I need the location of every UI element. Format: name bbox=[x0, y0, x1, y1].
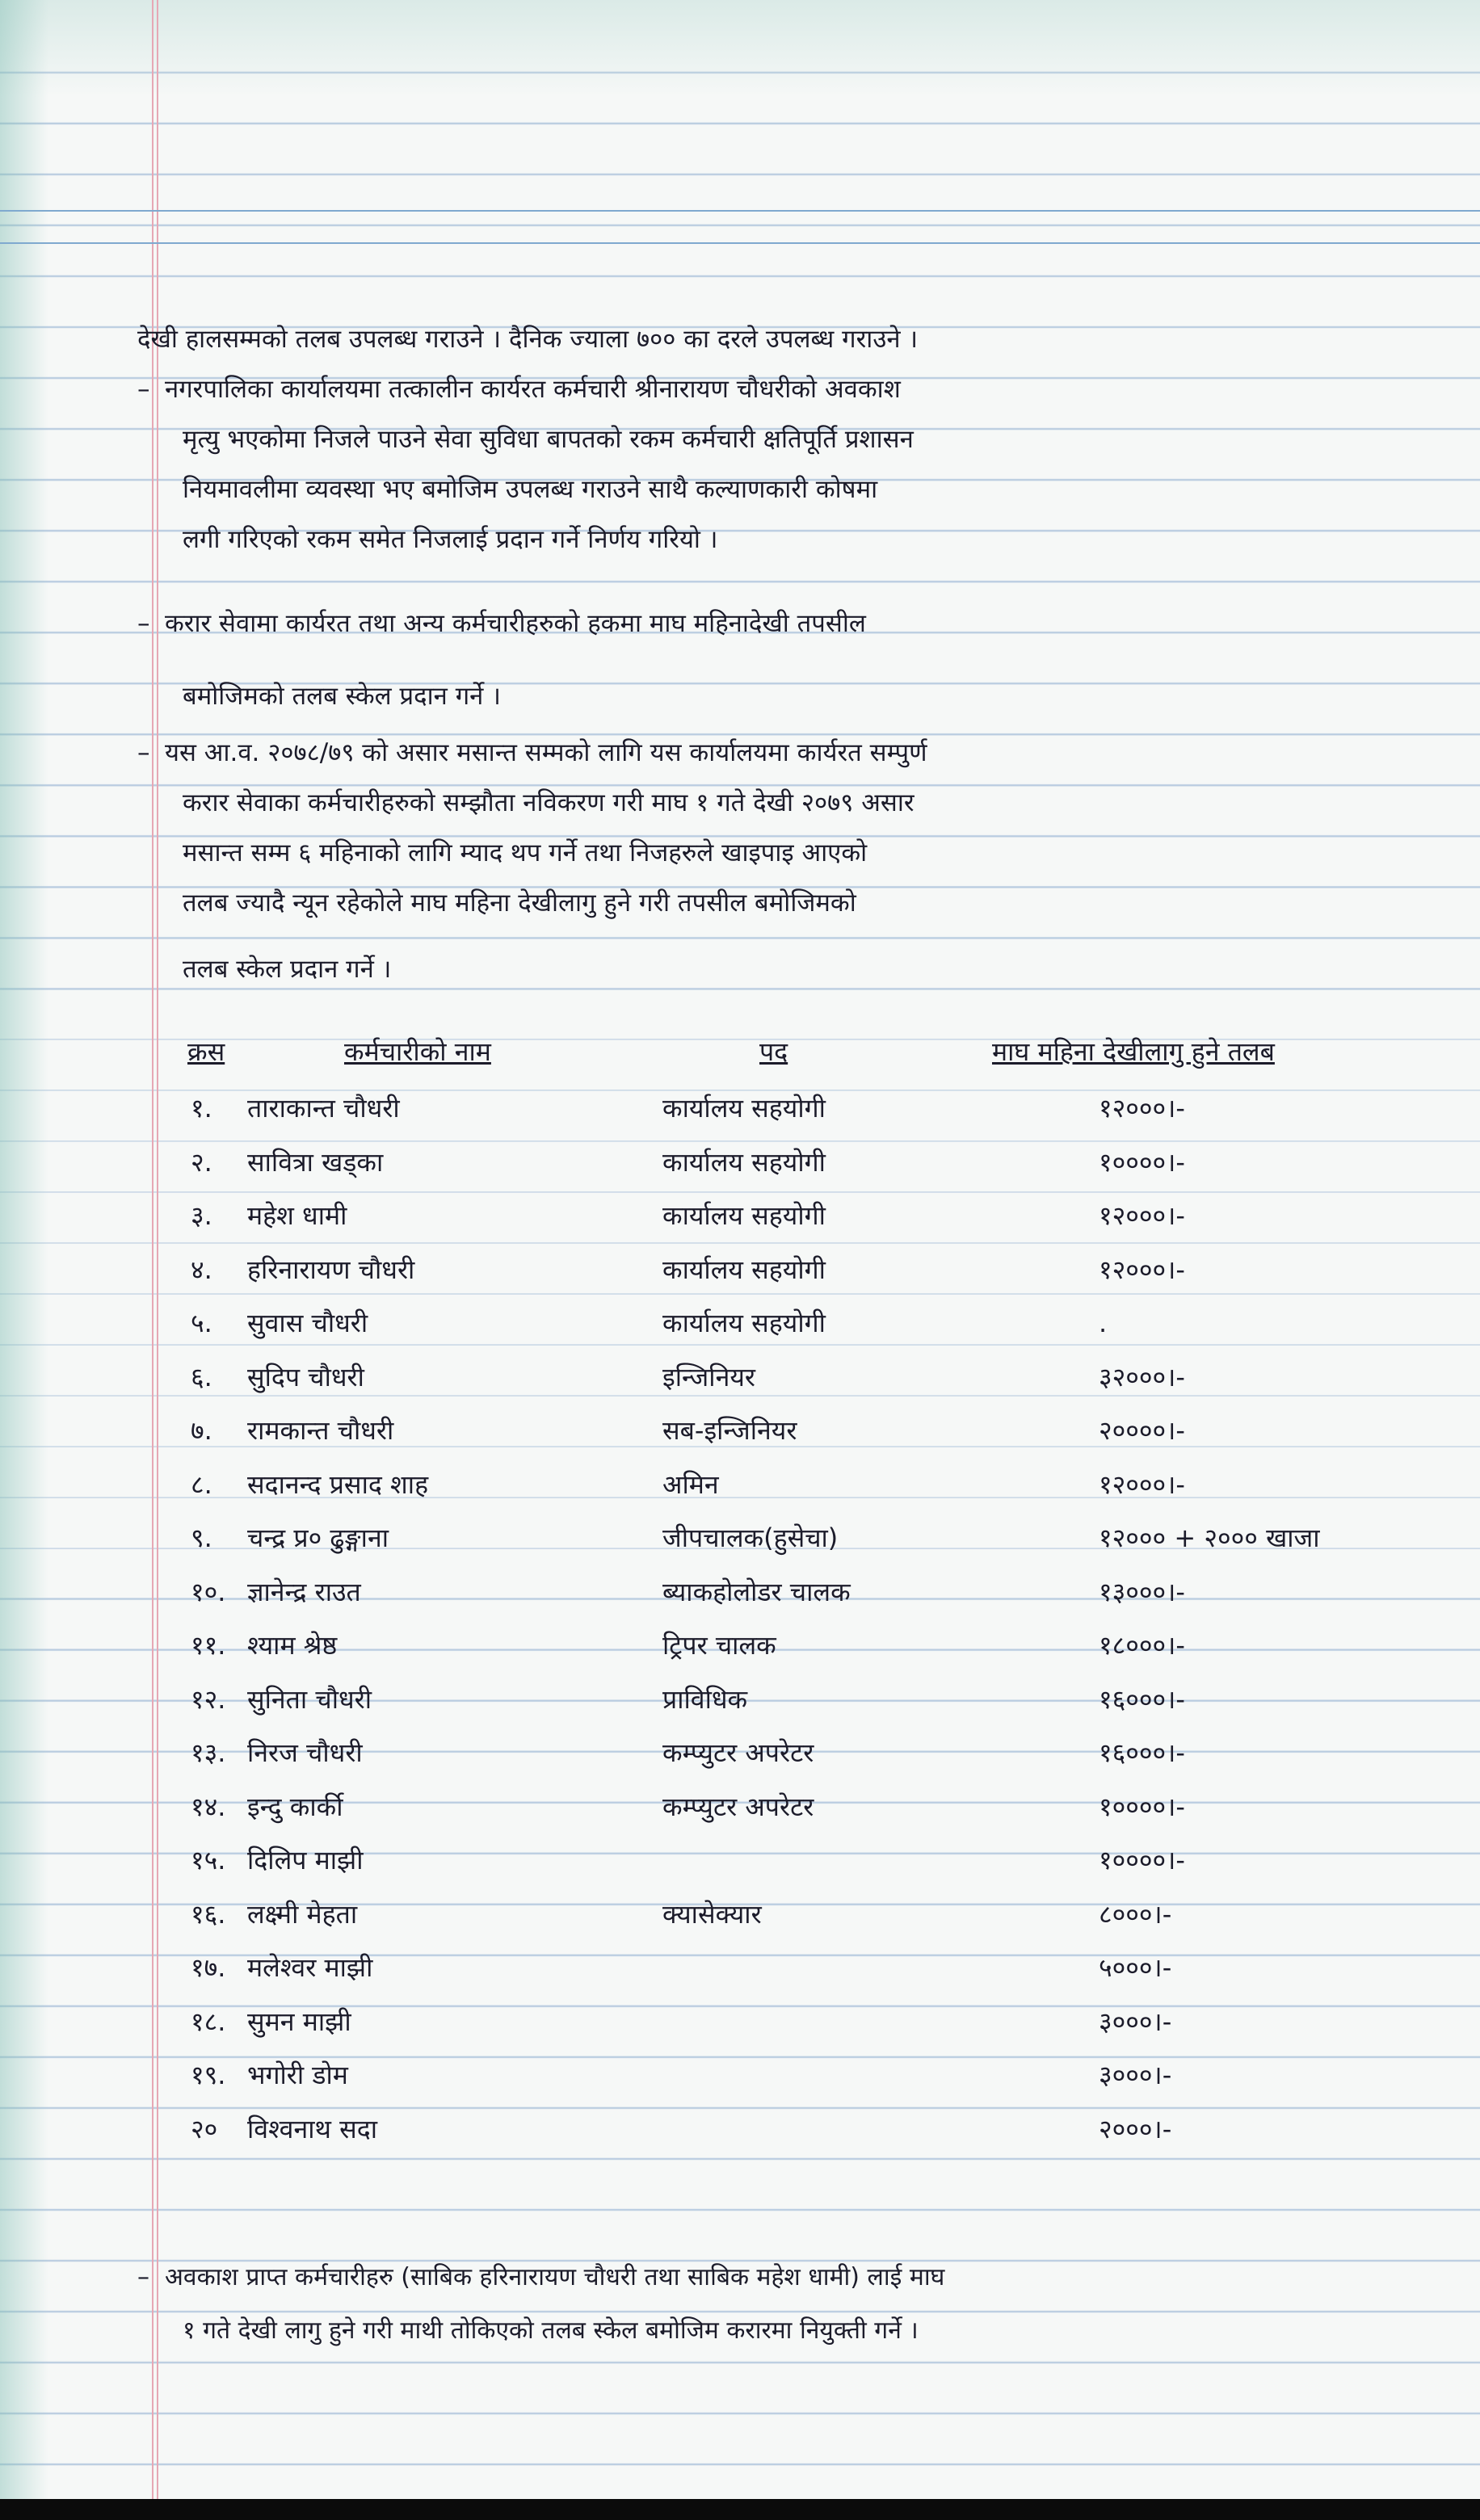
paragraph-line: करार सेवाका कर्मचारीहरुको सम्झौता नविकरण गरी माघ १ गते देखी २०७९ असार bbox=[183, 788, 914, 817]
row-salary: १००००।- bbox=[1099, 1147, 1185, 1178]
paragraph-line bbox=[137, 607, 866, 640]
row-employee-name: श्याम श्रेष्ठ bbox=[247, 1630, 338, 1661]
row-sn: ११. bbox=[191, 1630, 226, 1661]
row-salary: ३२०००।- bbox=[1099, 1362, 1185, 1392]
dash-bullet: – bbox=[137, 2263, 149, 2291]
table-header-salary: माघ महिना देखीलागु हुने तलब bbox=[992, 1036, 1275, 1067]
row-post: सब-इन्जिनियर bbox=[662, 1415, 797, 1446]
row-employee-name: मलेश्वर माझी bbox=[247, 1952, 373, 1983]
paragraph-line: तलब ज्यादै न्यून रहेकोले माघ महिना देखीलागु हुने गरी तपसील बमोजिमको bbox=[183, 888, 856, 918]
row-salary: १२०००।- bbox=[1099, 1093, 1185, 1124]
row-employee-name: चन्द्र प्र० ढुङ्गाना bbox=[247, 1522, 389, 1553]
row-salary: १६०००।- bbox=[1099, 1737, 1185, 1768]
row-employee-name: निरज चौधरी bbox=[247, 1737, 363, 1768]
row-sn: १२. bbox=[191, 1684, 226, 1715]
row-salary: ३०००।- bbox=[1099, 2060, 1172, 2090]
row-post: जीपचालक(हुसेचा) bbox=[662, 1522, 839, 1553]
row-employee-name: सुवास चौधरी bbox=[247, 1308, 368, 1338]
row-post: ब्याकहोलोडर चालक bbox=[662, 1577, 851, 1607]
row-employee-name: भगोरी डोम bbox=[247, 2060, 348, 2090]
row-sn: ६. bbox=[191, 1362, 212, 1392]
row-post: कम्प्युटर अपरेटर bbox=[662, 1791, 814, 1822]
table-header-name: कर्मचारीको नाम bbox=[344, 1036, 491, 1067]
row-sn: २० bbox=[191, 2114, 218, 2144]
text: अवकाश प्राप्त कर्मचारीहरु (साबिक हरिनारायण चौधरी तथा साबिक महेश धामी) लाई माघ bbox=[165, 2263, 945, 2291]
row-sn: १०. bbox=[191, 1577, 226, 1607]
row-salary: २००००।- bbox=[1099, 1415, 1185, 1446]
header-rule-1 bbox=[0, 210, 1480, 212]
dash-bullet: – bbox=[137, 609, 150, 638]
row-salary: १००००।- bbox=[1099, 1845, 1185, 1875]
row-employee-name: सुदिप चौधरी bbox=[247, 1362, 364, 1392]
row-sn: ४. bbox=[191, 1254, 212, 1285]
page-bottom-edge bbox=[0, 2499, 1480, 2520]
row-employee-name: महेश धामी bbox=[247, 1200, 347, 1231]
paragraph-line bbox=[137, 373, 901, 405]
row-post: क्यासेक्यार bbox=[662, 1899, 762, 1930]
row-sn: ९. bbox=[191, 1522, 212, 1553]
row-employee-name: सुमन माझी bbox=[247, 2006, 351, 2037]
row-post: कार्यालय सहयोगी bbox=[662, 1200, 826, 1231]
row-employee-name: दिलिप माझी bbox=[247, 1845, 364, 1875]
header-rule-2 bbox=[0, 242, 1480, 244]
row-salary: १००००।- bbox=[1099, 1791, 1185, 1822]
page-shadow-top bbox=[0, 0, 1480, 97]
row-employee-name: ताराकान्त चौधरी bbox=[247, 1093, 400, 1124]
row-employee-name: ज्ञानेन्द्र राउत bbox=[247, 1577, 361, 1607]
row-sn: ७. bbox=[191, 1415, 212, 1446]
row-post: कार्यालय सहयोगी bbox=[662, 1308, 826, 1338]
text: करार सेवामा कार्यरत तथा अन्य कर्मचारीहरुको हकमा माघ महिनादेखी तपसील bbox=[165, 609, 866, 638]
row-salary: ५०००।- bbox=[1099, 1952, 1172, 1983]
row-post: कार्यालय सहयोगी bbox=[662, 1093, 826, 1124]
paragraph-line: मसान्त सम्म ६ महिनाको लागि म्याद थप गर्ने तथा निजहरुले खाइपाइ आएको bbox=[183, 838, 868, 867]
row-salary: १६०००।- bbox=[1099, 1684, 1185, 1715]
paragraph-line: नियमावलीमा व्यवस्था भए बमोजिम उपलब्ध गराउने साथै कल्याणकारी कोषमा bbox=[183, 475, 878, 504]
row-sn: १७. bbox=[191, 1952, 226, 1983]
row-salary: ३०००।- bbox=[1099, 2006, 1172, 2037]
paragraph-line bbox=[137, 737, 927, 769]
row-sn: ८. bbox=[191, 1469, 212, 1500]
table-header-sn: क्रस bbox=[187, 1036, 225, 1067]
row-employee-name: विश्वनाथ सदा bbox=[247, 2114, 378, 2144]
row-employee-name: सुनिता चौधरी bbox=[247, 1684, 372, 1715]
row-sn: ५. bbox=[191, 1308, 212, 1338]
row-employee-name: सदानन्द प्रसाद शाह bbox=[247, 1469, 429, 1500]
row-post: प्राविधिक bbox=[662, 1684, 748, 1715]
row-employee-name: इन्दु कार्की bbox=[247, 1791, 343, 1822]
paragraph-line bbox=[137, 2262, 944, 2294]
paragraph-line: लगी गरिएको रकम समेत निजलाई प्रदान गर्ने निर्णय गरियो । bbox=[183, 525, 718, 554]
row-post: इन्जिनियर bbox=[662, 1362, 755, 1392]
row-sn: २. bbox=[191, 1147, 212, 1178]
row-post: कम्प्युटर अपरेटर bbox=[662, 1737, 814, 1768]
row-salary: १२००० + २००० खाजा bbox=[1099, 1522, 1320, 1553]
row-sn: १४. bbox=[191, 1791, 226, 1822]
row-salary: २०००।- bbox=[1099, 2114, 1172, 2144]
row-sn: १६. bbox=[191, 1899, 226, 1930]
text: नगरपालिका कार्यालयमा तत्कालीन कार्यरत कर्मचारी श्रीनारायण चौधरीको अवकाश bbox=[165, 375, 901, 404]
row-salary: १२०००।- bbox=[1099, 1469, 1185, 1500]
dash-bullet: – bbox=[137, 738, 150, 767]
row-post: अमिन bbox=[662, 1469, 719, 1500]
row-employee-name: रामकान्त चौधरी bbox=[247, 1415, 394, 1446]
row-post: ट्रिपर चालक bbox=[662, 1630, 776, 1661]
row-sn: ३. bbox=[191, 1200, 212, 1231]
row-salary: ८०००।- bbox=[1099, 1899, 1172, 1930]
paragraph-line: मृत्यु भएकोमा निजले पाउने सेवा सुविधा बापतको रकम कर्मचारी क्षतिपूर्ति प्रशासन bbox=[183, 425, 914, 454]
row-sn: १५. bbox=[191, 1845, 226, 1875]
row-post: कार्यालय सहयोगी bbox=[662, 1147, 826, 1178]
row-salary: . bbox=[1099, 1308, 1108, 1338]
row-salary: १२०००।- bbox=[1099, 1200, 1185, 1231]
table-header-post: पद bbox=[759, 1036, 788, 1067]
paragraph-line: बमोजिमको तलब स्केल प्रदान गर्ने । bbox=[183, 682, 501, 711]
paragraph-line: देखी हालसम्मको तलब उपलब्ध गराउने । दैनिक ज्याला ७०० का दरले उपलब्ध गराउने । bbox=[137, 325, 919, 354]
row-sn: १८. bbox=[191, 2006, 226, 2037]
row-sn: १३. bbox=[191, 1737, 226, 1768]
row-salary: १२०००।- bbox=[1099, 1254, 1185, 1285]
row-employee-name: हरिनारायण चौधरी bbox=[247, 1254, 415, 1285]
row-sn: १. bbox=[191, 1093, 212, 1124]
row-employee-name: लक्ष्मी मेहता bbox=[247, 1899, 358, 1930]
row-salary: १३०००।- bbox=[1099, 1577, 1185, 1607]
row-employee-name: सावित्रा खड्का bbox=[247, 1147, 384, 1178]
paragraph-line: १ गते देखी लागु हुने गरी माथी तोकिएको तलब स्केल बमोजिम करारमा नियुक्ती गर्ने । bbox=[183, 2316, 919, 2345]
row-sn: १९. bbox=[191, 2060, 226, 2090]
row-post: कार्यालय सहयोगी bbox=[662, 1254, 826, 1285]
row-salary: १८०००।- bbox=[1099, 1630, 1185, 1661]
paragraph-line: तलब स्केल प्रदान गर्ने । bbox=[183, 955, 392, 984]
page-shadow-left bbox=[0, 0, 48, 2520]
text: यस आ.व. २०७८/७९ को असार मसान्त सम्मको लागि यस कार्यालयमा कार्यरत सम्पुर्ण bbox=[165, 738, 927, 767]
dash-bullet: – bbox=[137, 375, 150, 404]
